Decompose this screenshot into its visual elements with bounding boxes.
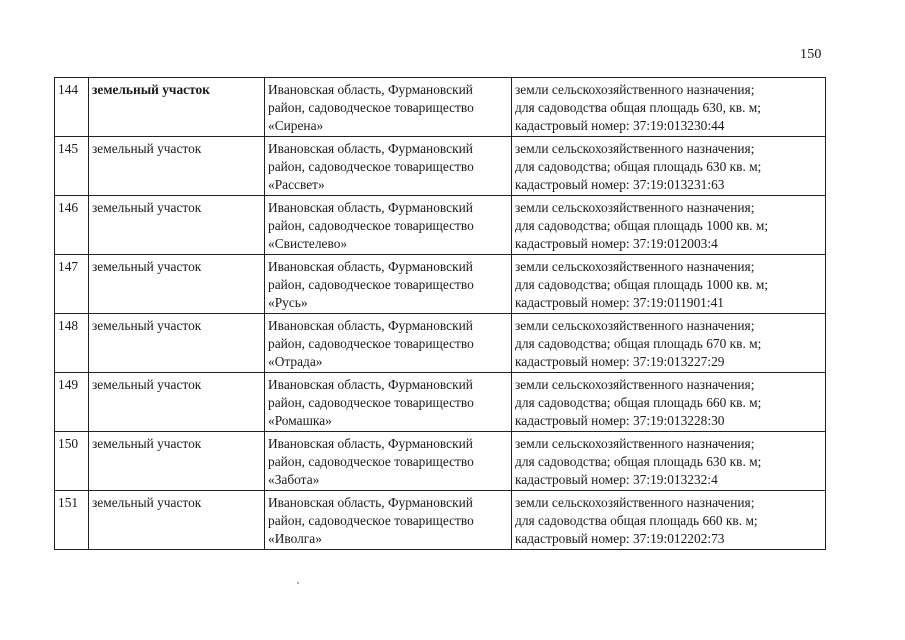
- description-line: кадастровый номер: 37:19:011901:41: [515, 295, 724, 310]
- description-line: земли сельскохозяйственного назначения;: [515, 495, 755, 510]
- object-type: земельный участок: [89, 432, 265, 491]
- row-number: 151: [55, 491, 89, 550]
- object-type: земельный участок: [89, 196, 265, 255]
- description-line: земли сельскохозяйственного назначения;: [515, 377, 755, 392]
- description-line: кадастровый номер: 37:19:012202:73: [515, 531, 725, 546]
- table-row: [55, 314, 826, 373]
- object-address: [265, 432, 512, 491]
- address-line: «Русь»: [268, 295, 308, 310]
- description-line: для садоводства; общая площадь 660 кв. м;: [515, 395, 762, 410]
- description-line: кадастровый номер: 37:19:013231:63: [515, 177, 725, 192]
- table-row: [55, 78, 826, 137]
- address-line: Ивановская область, Фурмановский: [268, 200, 473, 215]
- object-description: [512, 255, 826, 314]
- address-line: район, садоводческое товарищество: [268, 336, 474, 351]
- description-line: для садоводства; общая площадь 1000 кв. м;: [515, 277, 769, 292]
- address-line: Ивановская область, Фурмановский: [268, 82, 473, 97]
- object-description: [512, 137, 826, 196]
- description-line: для садоводства; общая площадь 630 кв. м;: [515, 159, 762, 174]
- description-line: земли сельскохозяйственного назначения;: [515, 436, 755, 451]
- object-type: земельный участок: [89, 255, 265, 314]
- description-line: кадастровый номер: 37:19:013228:30: [515, 413, 725, 428]
- table-row: [55, 137, 826, 196]
- description-line: для садоводства общая площадь 630, кв. м;: [515, 100, 761, 115]
- row-number: 148: [55, 314, 89, 373]
- row-number: 149: [55, 373, 89, 432]
- address-line: «Отрада»: [268, 354, 323, 369]
- address-line: «Иволга»: [268, 531, 322, 546]
- object-address: [265, 196, 512, 255]
- object-address: [265, 255, 512, 314]
- address-line: «Рассвет»: [268, 177, 325, 192]
- address-line: район, садоводческое товарищество: [268, 100, 474, 115]
- object-description: [512, 491, 826, 550]
- table-row: [55, 255, 826, 314]
- address-line: «Сирена»: [268, 118, 324, 133]
- address-line: Ивановская область, Фурмановский: [268, 259, 473, 274]
- object-type: земельный участок: [89, 373, 265, 432]
- description-line: кадастровый номер: 37:19:013230:44: [515, 118, 725, 133]
- address-line: Ивановская область, Фурмановский: [268, 436, 473, 451]
- table-row: [55, 491, 826, 550]
- scan-speck: [297, 582, 299, 584]
- object-address: [265, 373, 512, 432]
- page-number: 150: [800, 47, 822, 62]
- description-line: земли сельскохозяйственного назначения;: [515, 200, 755, 215]
- description-line: кадастровый номер: 37:19:013232:4: [515, 472, 718, 487]
- object-type: земельный участок: [89, 491, 265, 550]
- object-description: [512, 373, 826, 432]
- land-plot-table-body: [55, 78, 826, 550]
- address-line: район, садоводческое товарищество: [268, 454, 474, 469]
- object-address: [265, 78, 512, 137]
- description-line: для садоводства; общая площадь 1000 кв. м;: [515, 218, 769, 233]
- table-row: [55, 432, 826, 491]
- address-line: Ивановская область, Фурмановский: [268, 495, 473, 510]
- description-line: земли сельскохозяйственного назначения;: [515, 82, 755, 97]
- address-line: район, садоводческое товарищество: [268, 277, 474, 292]
- description-line: кадастровый номер: 37:19:013227:29: [515, 354, 725, 369]
- object-type: земельный участок: [89, 314, 265, 373]
- object-address: [265, 314, 512, 373]
- description-line: для садоводства; общая площадь 670 кв. м;: [515, 336, 762, 351]
- description-line: земли сельскохозяйственного назначения;: [515, 141, 755, 156]
- address-line: «Свистелево»: [268, 236, 348, 251]
- row-number: 144: [55, 78, 89, 137]
- table-row: [55, 373, 826, 432]
- object-address: [265, 491, 512, 550]
- description-line: для садоводства общая площадь 660 кв. м;: [515, 513, 758, 528]
- address-line: район, садоводческое товарищество: [268, 395, 474, 410]
- description-line: для садоводства; общая площадь 630 кв. м;: [515, 454, 762, 469]
- address-line: Ивановская область, Фурмановский: [268, 377, 473, 392]
- object-type: земельный участок: [89, 137, 265, 196]
- land-plot-table: [54, 77, 826, 550]
- object-type: земельный участок: [89, 78, 265, 137]
- row-number: 146: [55, 196, 89, 255]
- description-line: земли сельскохозяйственного назначения;: [515, 318, 755, 333]
- address-line: район, садоводческое товарищество: [268, 218, 474, 233]
- description-line: земли сельскохозяйственного назначения;: [515, 259, 755, 274]
- address-line: «Забота»: [268, 472, 320, 487]
- table-row: [55, 196, 826, 255]
- object-address: [265, 137, 512, 196]
- row-number: 150: [55, 432, 89, 491]
- object-description: [512, 432, 826, 491]
- address-line: «Ромашка»: [268, 413, 332, 428]
- address-line: Ивановская область, Фурмановский: [268, 318, 473, 333]
- address-line: район, садоводческое товарищество: [268, 159, 474, 174]
- description-line: кадастровый номер: 37:19:012003:4: [515, 236, 718, 251]
- row-number: 147: [55, 255, 89, 314]
- object-description: [512, 314, 826, 373]
- address-line: район, садоводческое товарищество: [268, 513, 474, 528]
- row-number: 145: [55, 137, 89, 196]
- address-line: Ивановская область, Фурмановский: [268, 141, 473, 156]
- object-description: [512, 78, 826, 137]
- object-description: [512, 196, 826, 255]
